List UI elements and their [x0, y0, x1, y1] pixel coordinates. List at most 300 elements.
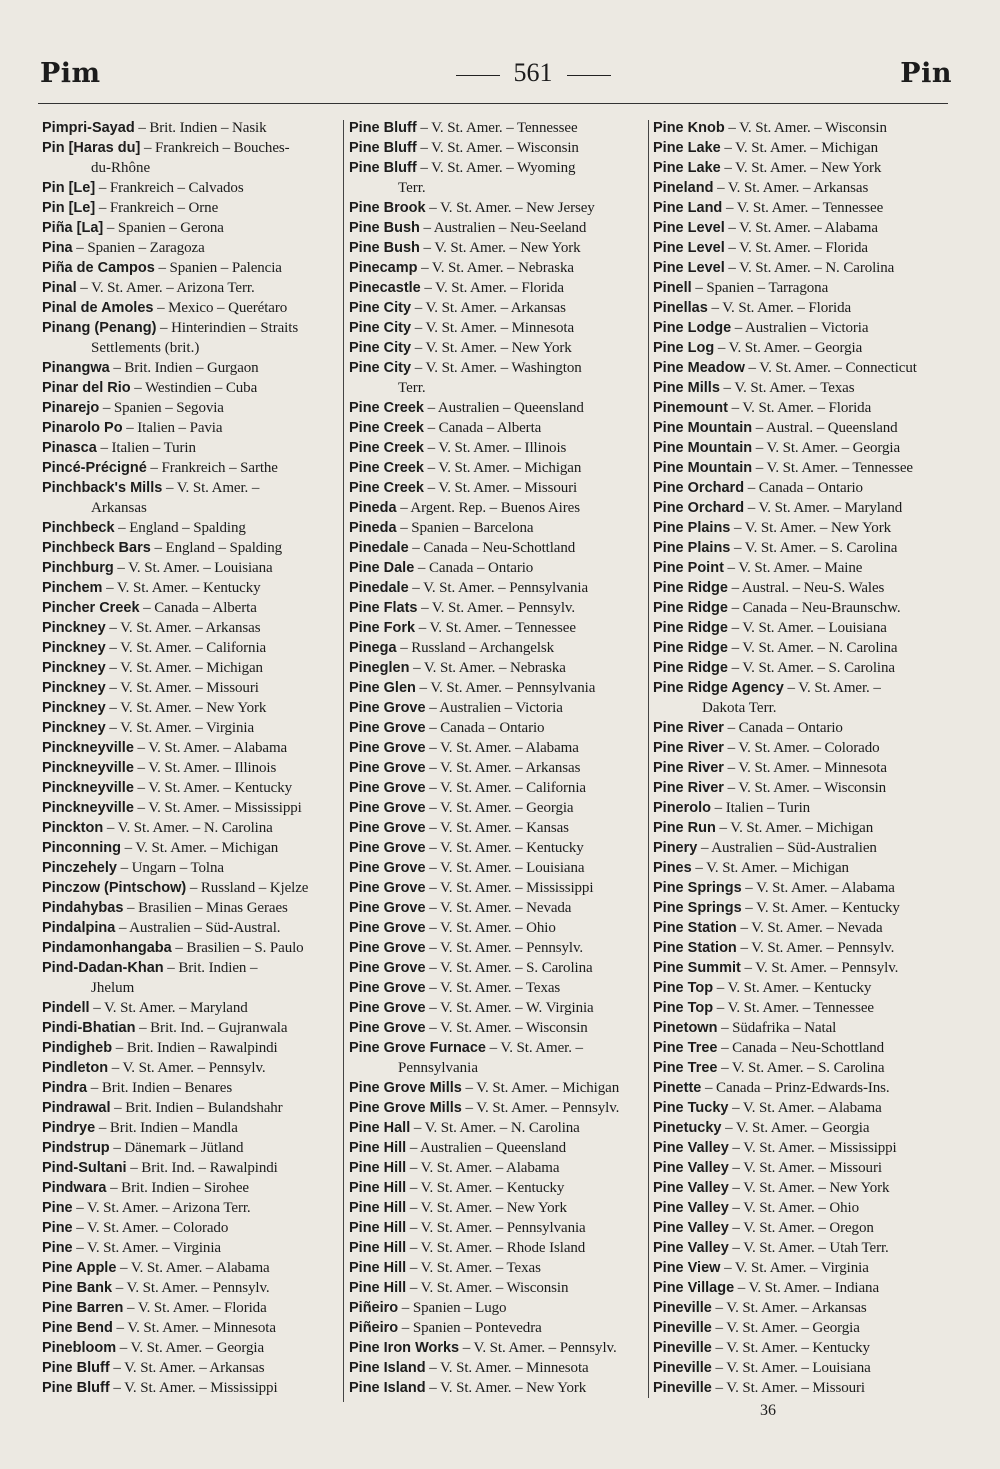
- entry-location: – V. St. Amer. – Georgia: [721, 1120, 870, 1136]
- gazetteer-entry: [349, 238, 645, 258]
- gazetteer-entry: [653, 678, 949, 718]
- entry-location: – V. St. Amer. – Minnesota: [411, 320, 575, 336]
- entry-place-name: Pine Barren: [42, 1300, 124, 1316]
- entry-location: – V. St. Amer. – Minnesota: [723, 760, 887, 776]
- entry-place-name: Pinconning: [42, 840, 121, 856]
- entry-location: – V. St. Amer. – Wisconsin: [724, 120, 887, 136]
- entry-place-name: Pine Plains: [653, 540, 731, 556]
- entry-location: – V. St. Amer. – Michigan: [105, 660, 263, 676]
- entry-place-name: Pine Bush: [349, 240, 420, 256]
- gazetteer-entry: [653, 418, 949, 438]
- gazetteer-entry: [42, 638, 340, 658]
- entry-place-name: Pinetown: [653, 1020, 718, 1036]
- entry-location: – V. St. Amer. – New York: [411, 340, 572, 356]
- gazetteer-entry: [349, 718, 645, 738]
- gazetteer-entry: [653, 938, 949, 958]
- entry-place-name: Pinckney: [42, 640, 106, 656]
- entry-continuation: Dakota Terr.: [702, 700, 777, 716]
- entry-place-name: Pinell: [653, 280, 692, 296]
- entry-place-name: Pine Springs: [653, 880, 742, 896]
- gazetteer-entry: [349, 1038, 645, 1078]
- entry-location: – V. St. Amer. – Missouri: [711, 1380, 865, 1396]
- entry-place-name: Pinetucky: [653, 1120, 722, 1136]
- entry-place-name: Pine Log: [653, 340, 715, 356]
- entry-place-name: Pine River: [653, 780, 724, 796]
- entry-location: – V. St. Amer. – Tennessee: [752, 460, 913, 476]
- entry-location: – Canada – Neu-Schottland: [408, 540, 576, 556]
- entry-place-name: Pine Grove: [349, 840, 426, 856]
- entry-location: – V. St. Amer. – Florida: [727, 400, 872, 416]
- entry-place-name: Pine Valley: [653, 1220, 729, 1236]
- entry-location: – V. St. Amer. – Louisiana: [727, 620, 887, 636]
- entry-place-name: Pine Valley: [653, 1180, 729, 1196]
- entry-location: – Canada – Alberta: [139, 600, 257, 616]
- entry-location: – V. St. Amer. – Georgia: [711, 1320, 860, 1336]
- gazetteer-entry: [349, 958, 645, 978]
- entry-location: – Australien – Queensland: [406, 1140, 567, 1156]
- entry-location: – Canada – Prinz-Edwards-Ins.: [701, 1080, 890, 1096]
- gazetteer-entry: [349, 1258, 645, 1278]
- entry-place-name: Pine Level: [653, 240, 725, 256]
- entry-place-name: Pines: [653, 860, 692, 876]
- gazetteer-entry: [42, 1258, 340, 1278]
- entry-location: – V. St. Amer. – New York: [730, 520, 892, 536]
- entry-place-name: Pine Knob: [653, 120, 725, 136]
- entry-location: – Spanien – Tarragona: [691, 280, 829, 296]
- gazetteer-entry: [349, 218, 645, 238]
- entry-place-name: Pine Station: [653, 920, 737, 936]
- entry-location: – V. St. Amer. – Connecticut: [744, 360, 917, 376]
- gazetteer-entry: [349, 678, 645, 698]
- entry-place-name: Pine Orchard: [653, 500, 745, 516]
- entry-place-name: Pine Ridge: [653, 580, 728, 596]
- entry-place-name: Pine Grove: [349, 980, 426, 996]
- gazetteer-entry: [42, 178, 340, 198]
- gazetteer-entry: [42, 1218, 340, 1238]
- gazetteer-entry: [653, 178, 949, 198]
- entry-place-name: Pine Iron Works: [349, 1340, 460, 1356]
- entry-location: – V. St. Amer. – Alabama: [728, 1100, 882, 1116]
- entry-location: – Brit. Indien – Nasik: [134, 120, 267, 136]
- entry-location: – V. St. Amer. – Michigan: [720, 140, 878, 156]
- entry-place-name: Piña de Campos: [42, 260, 155, 276]
- gazetteer-entry: [349, 658, 645, 678]
- entries-column-1: [42, 118, 340, 1398]
- entry-location: – V. St. Amer. – Kentucky: [711, 1340, 870, 1356]
- gazetteer-entry: [653, 1198, 949, 1218]
- gazetteer-entry: [653, 1358, 949, 1378]
- entry-place-name: Pinega: [349, 640, 397, 656]
- gazetteer-entry: [42, 678, 340, 698]
- entry-place-name: Pinckney: [42, 680, 106, 696]
- entry-place-name: Pinemount: [653, 400, 728, 416]
- entry-place-name: Pinckneyville: [42, 780, 134, 796]
- gazetteer-entry: [349, 1118, 645, 1138]
- entry-location: – Frankreich – Calvados: [95, 180, 244, 196]
- entry-location: – Brasilien – S. Paulo: [171, 940, 304, 956]
- entry-place-name: Pine Flats: [349, 600, 418, 616]
- gazetteer-entry: [42, 198, 340, 218]
- column-divider: [343, 120, 344, 1402]
- entry-location: – V. St. Amer. – Georgia: [425, 800, 574, 816]
- entry-location: – V. St. Amer. – Arkansas: [109, 1360, 265, 1376]
- entry-location: – V. St. Amer. – New York: [105, 700, 267, 716]
- entry-location: – V. St. Amer. – Ohio: [728, 1200, 859, 1216]
- entry-place-name: Pine Grove: [349, 960, 426, 976]
- entry-place-name: Pinebloom: [42, 1340, 117, 1356]
- entry-place-name: Pine Meadow: [653, 360, 745, 376]
- gazetteer-entry: [349, 518, 645, 538]
- entry-location: – V. St. Amer. – Illinois: [133, 760, 277, 776]
- entry-place-name: Pine Grove: [349, 700, 426, 716]
- entry-location: – Brit. Indien –: [163, 960, 258, 976]
- entry-location: – England – Spalding: [114, 520, 246, 536]
- gazetteer-entry: [42, 1018, 340, 1038]
- gazetteer-entry: [349, 398, 645, 418]
- entry-location: – V. St. Amer. – Nebraska: [409, 660, 566, 676]
- gazetteer-entry: [653, 718, 949, 738]
- entry-place-name: Pine Springs: [653, 900, 742, 916]
- gazetteer-entry: [653, 798, 949, 818]
- gazetteer-entry: [42, 758, 340, 778]
- gazetteer-entry: [349, 1338, 645, 1358]
- gazetteer-entry: [653, 1158, 949, 1178]
- entry-place-name: Pine Hill: [349, 1140, 407, 1156]
- entry-location: – V. St. Amer. –: [783, 680, 881, 696]
- entry-location: – V. St. Amer. – Arkansas: [711, 1300, 867, 1316]
- header-dash-right: [567, 75, 611, 76]
- entry-location: – V. St. Amer. – Florida: [123, 1300, 267, 1316]
- entry-location: – Brit. Indien – Gurgaon: [109, 360, 259, 376]
- entry-place-name: Pine Creek: [349, 460, 424, 476]
- entry-place-name: Pindahybas: [42, 900, 124, 916]
- entry-location: – V. St. Amer. – Tennessee: [722, 200, 884, 216]
- entry-place-name: Pindi-Bhatian: [42, 1020, 136, 1036]
- entry-location: – Frankreich – Bouches-: [140, 140, 290, 156]
- entry-location: – Frankreich – Sarthe: [146, 460, 278, 476]
- gazetteer-entry: [349, 618, 645, 638]
- entry-place-name: Pine River: [653, 760, 724, 776]
- entry-location: – V. St. Amer. – Alabama: [741, 880, 895, 896]
- gazetteer-entry: [653, 1238, 949, 1258]
- entry-location: – V. St. Amer. – Michigan: [691, 860, 849, 876]
- entry-place-name: Pine River: [653, 720, 724, 736]
- entry-location: – V. St. Amer. – Georgia: [116, 1340, 265, 1356]
- gazetteer-entry: [42, 1098, 340, 1118]
- entry-place-name: Pinar del Rio: [42, 380, 131, 396]
- gazetteer-entry: [42, 1038, 340, 1058]
- entry-place-name: Pin [Le]: [42, 200, 96, 216]
- gazetteer-entry: [42, 778, 340, 798]
- entry-place-name: Pine Ridge Agency: [653, 680, 784, 696]
- entry-place-name: Pindwara: [42, 1180, 107, 1196]
- gazetteer-entry: [653, 318, 949, 338]
- entry-place-name: Pine Bluff: [349, 160, 417, 176]
- entry-location: – V. St. Amer. – Pennsylv.: [417, 600, 575, 616]
- entry-place-name: Pin [Haras du]: [42, 140, 141, 156]
- entry-location: – V. St. Amer. – Alabama: [724, 220, 878, 236]
- entry-location: – Australien – Queensland: [423, 400, 584, 416]
- header-right-guide-word: Pin: [900, 58, 952, 89]
- entry-location: – Canada – Ontario: [425, 720, 545, 736]
- entry-place-name: Pine City: [349, 340, 412, 356]
- entry-place-name: Pine Bank: [42, 1280, 113, 1296]
- gazetteer-entry: [653, 858, 949, 878]
- entry-place-name: Pine Grove: [349, 920, 426, 936]
- entry-location: – V. St. Amer. – New York: [406, 1200, 567, 1216]
- gazetteer-entry: [653, 1338, 949, 1358]
- gazetteer-entry: [653, 158, 949, 178]
- header-left-guide-word: Pim: [40, 58, 101, 89]
- entry-place-name: Pine Apple: [42, 1260, 117, 1276]
- entry-location: – V. St. Amer. – Louisiana: [113, 560, 273, 576]
- entry-location: – V. St. Amer. – Pennsylvania: [406, 1220, 586, 1236]
- gazetteer-entry: [42, 518, 340, 538]
- entry-place-name: Pindigheb: [42, 1040, 113, 1056]
- gazetteer-entry: [349, 198, 645, 218]
- entry-location: – England – Spalding: [150, 540, 283, 556]
- entry-location: – V. St. Amer. – Pennsylv.: [461, 1100, 620, 1116]
- entry-location: – Spanien – Pontevedra: [398, 1320, 542, 1336]
- gazetteer-entry: [42, 458, 340, 478]
- entry-location: – V. St. Amer. – Arizona Terr.: [76, 280, 255, 296]
- entry-location: – V. St. Amer. – Utah Terr.: [728, 1240, 889, 1256]
- entry-location: – Canada – Ontario: [414, 560, 534, 576]
- entry-place-name: Piña [La]: [42, 220, 104, 236]
- entry-location: – V. St. Amer. – Kentucky: [741, 900, 900, 916]
- entry-place-name: Pine Lake: [653, 140, 721, 156]
- gazetteer-entry: [653, 198, 949, 218]
- entry-place-name: Pinckney: [42, 660, 106, 676]
- entry-place-name: Pinecamp: [349, 260, 418, 276]
- gazetteer-entry: [653, 1378, 949, 1398]
- entry-location: – Russland – Archangelsk: [396, 640, 555, 656]
- entry-location: – V. St. Amer. – New Jersey: [425, 200, 595, 216]
- entry-place-name: Pine Mountain: [653, 420, 753, 436]
- gazetteer-entry: [42, 658, 340, 678]
- entry-continuation: Jhelum: [91, 980, 135, 996]
- gazetteer-entry: [349, 498, 645, 518]
- gazetteer-entry: [349, 1098, 645, 1118]
- gazetteer-entry: [653, 538, 949, 558]
- entry-place-name: Pinery: [653, 840, 698, 856]
- entry-place-name: Pine Ridge: [653, 640, 728, 656]
- entry-location: – Argent. Rep. – Buenos Aires: [396, 500, 580, 516]
- entry-place-name: Pindamonhangaba: [42, 940, 172, 956]
- entry-place-name: Pine Level: [653, 220, 725, 236]
- entry-place-name: Pine Top: [653, 980, 714, 996]
- entry-place-name: Pine Tree: [653, 1040, 718, 1056]
- entry-location: – V. St. Amer. – Michigan: [120, 840, 279, 856]
- entry-place-name: Pine Station: [653, 940, 737, 956]
- gazetteer-entry: [349, 698, 645, 718]
- entry-place-name: Pinecastle: [349, 280, 421, 296]
- gazetteer-entry: [653, 758, 949, 778]
- entry-place-name: Piñeiro: [349, 1320, 399, 1336]
- entry-location: – Dänemark – Jütland: [109, 1140, 244, 1156]
- gazetteer-entry: [42, 438, 340, 458]
- header-rule: [38, 103, 948, 104]
- entry-place-name: Pineda: [349, 520, 397, 536]
- entry-location: – Spanien – Zaragoza: [72, 240, 205, 256]
- entry-place-name: Pine Grove: [349, 880, 426, 896]
- gazetteer-entry: [653, 378, 949, 398]
- gazetteer-entry: [653, 578, 949, 598]
- gazetteer-entry: [42, 218, 340, 238]
- entry-place-name: Pine Tucky: [653, 1100, 729, 1116]
- entry-place-name: Pine Point: [653, 560, 724, 576]
- entry-place-name: Pine Hill: [349, 1200, 407, 1216]
- gazetteer-entry: [349, 1198, 645, 1218]
- gazetteer-entry: [349, 278, 645, 298]
- gazetteer-entry: [653, 498, 949, 518]
- entry-location: – Australien – Victoria: [731, 320, 869, 336]
- entry-place-name: Pine Island: [349, 1380, 426, 1396]
- entry-place-name: Pinang (Penang): [42, 320, 157, 336]
- entry-place-name: Pinarejo: [42, 400, 100, 416]
- entry-place-name: Pine Island: [349, 1360, 426, 1376]
- entry-location: – V. St. Amer. – Wisconsin: [425, 1020, 588, 1036]
- entry-place-name: Pine Creek: [349, 420, 424, 436]
- gazetteer-entry: [653, 1018, 949, 1038]
- gazetteer-entry: [42, 1238, 340, 1258]
- gazetteer-entry: [42, 598, 340, 618]
- entry-continuation: Settlements (brit.): [91, 340, 200, 356]
- gazetteer-entry: [349, 358, 645, 398]
- entry-location: – V. St. Amer. – S. Carolina: [730, 540, 898, 556]
- entry-location: – V. St. Amer. – Missouri: [105, 680, 259, 696]
- entry-place-name: Pinckneyville: [42, 760, 134, 776]
- entry-place-name: Pinchbeck Bars: [42, 540, 151, 556]
- gazetteer-entry: [349, 1378, 645, 1398]
- gazetteer-entry: [42, 958, 340, 998]
- entry-continuation: Arkansas: [91, 500, 147, 516]
- entry-location: – V. St. Amer. – New York: [720, 160, 882, 176]
- gazetteer-entry: [653, 118, 949, 138]
- entry-location: – Spanien – Palencia: [154, 260, 282, 276]
- entry-continuation: Pennsylvania: [398, 1060, 478, 1076]
- entry-location: – V. St. Amer. – Kansas: [425, 820, 569, 836]
- entry-place-name: Pine Valley: [653, 1200, 729, 1216]
- entry-location: – V. St. Amer. – Indiana: [734, 1280, 880, 1296]
- gazetteer-entry: [349, 158, 645, 198]
- entry-location: – V. St. Amer. – Arkansas: [425, 760, 581, 776]
- entry-location: – Australien – Süd-Austral.: [115, 920, 281, 936]
- gazetteer-entry: [349, 878, 645, 898]
- gazetteer-entry: [653, 658, 949, 678]
- gazetteer-entry: [349, 118, 645, 138]
- gazetteer-entry: [349, 1298, 645, 1318]
- entry-place-name: Pine Hill: [349, 1220, 407, 1236]
- entry-location: – V. St. Amer. – Alabama: [133, 740, 288, 756]
- entry-place-name: Pinckton: [42, 820, 104, 836]
- entry-location: – V. St. Amer. – Pennsylvania: [415, 680, 596, 696]
- entry-location: – V. St. Amer. – Mississippi: [425, 880, 594, 896]
- entry-location: – V. St. Amer. – Ohio: [425, 920, 556, 936]
- entry-place-name: Pinellas: [653, 300, 708, 316]
- entry-location: – V. St. Amer. – Pennsylv.: [736, 940, 895, 956]
- entry-place-name: Pine Dale: [349, 560, 415, 576]
- entry-location: – V. St. Amer. – Mississippi: [109, 1380, 278, 1396]
- entry-continuation: Terr.: [398, 180, 426, 196]
- entry-location: – V. St. Amer. – Michigan: [423, 460, 582, 476]
- entry-location: – V. St. Amer. – Missouri: [423, 480, 578, 496]
- entry-place-name: Pindrawal: [42, 1100, 111, 1116]
- entry-location: – V. St. Amer. – N. Carolina: [727, 640, 898, 656]
- gazetteer-entry: [42, 538, 340, 558]
- entry-place-name: Pine Top: [653, 1000, 714, 1016]
- entry-place-name: Pine Ridge: [653, 660, 728, 676]
- gazetteer-entry: [349, 858, 645, 878]
- entry-location: – Brit. Indien – Rawalpindi: [112, 1040, 278, 1056]
- entry-location: – V. St. Amer. – S. Carolina: [727, 660, 895, 676]
- gazetteer-entry: [653, 1138, 949, 1158]
- header-dash-left: [456, 75, 500, 76]
- entry-place-name: Pine Bend: [42, 1320, 113, 1336]
- gazetteer-entry: [653, 238, 949, 258]
- entry-place-name: Pine Bluff: [349, 140, 417, 156]
- entry-place-name: Pindstrup: [42, 1140, 110, 1156]
- gazetteer-entry: [653, 898, 949, 918]
- gazetteer-entry: [42, 1118, 340, 1138]
- entry-place-name: Pine City: [349, 300, 412, 316]
- gazetteer-entry: [349, 758, 645, 778]
- entry-location: – V. St. Amer. – Texas: [406, 1260, 541, 1276]
- entry-place-name: Piñeiro: [349, 1300, 399, 1316]
- entry-location: – V. St. Amer. –: [162, 480, 260, 496]
- entry-location: – V. St. Amer. – Nevada: [736, 920, 883, 936]
- gazetteer-entry: [42, 898, 340, 918]
- gazetteer-entry: [653, 1318, 949, 1338]
- gazetteer-entry: [653, 838, 949, 858]
- entry-location: – Mexico – Querétaro: [153, 300, 288, 316]
- gazetteer-entry: [42, 1278, 340, 1298]
- gazetteer-entry: [653, 398, 949, 418]
- entry-place-name: Pine Grove: [349, 720, 426, 736]
- entry-place-name: Pinasca: [42, 440, 97, 456]
- gazetteer-entry: [42, 138, 340, 178]
- entry-place-name: Pine Level: [653, 260, 725, 276]
- entry-location: – V. St. Amer. – Pennsylv.: [112, 1280, 270, 1296]
- entry-location: – V. St. Amer. – Virginia: [105, 720, 255, 736]
- entry-location: – V. St. Amer. – Alabama: [116, 1260, 270, 1276]
- gazetteer-entry: [653, 518, 949, 538]
- entry-place-name: Pinedale: [349, 540, 409, 556]
- gazetteer-entry: [349, 538, 645, 558]
- entry-location: – V. St. Amer. – Texas: [425, 980, 561, 996]
- gazetteer-entry: [42, 318, 340, 358]
- entry-place-name: Pine: [42, 1220, 73, 1236]
- entry-place-name: Pine Mountain: [653, 460, 753, 476]
- entry-location: – V. St. Amer. – Florida: [420, 280, 564, 296]
- entry-location: – V. St. Amer. – Arkansas: [105, 620, 261, 636]
- gazetteer-entry: [653, 458, 949, 478]
- entry-location: – V. St. Amer. – Georgia: [714, 340, 863, 356]
- gazetteer-entry: [349, 598, 645, 618]
- entry-location: – V. St. Amer. – Nebraska: [417, 260, 574, 276]
- entry-location: – Italien – Turin: [96, 440, 196, 456]
- gazetteer-entry: [653, 298, 949, 318]
- entry-location: – V. St. Amer. – Michigan: [461, 1080, 620, 1096]
- gazetteer-entry: [42, 798, 340, 818]
- entry-place-name: Pin [Le]: [42, 180, 96, 196]
- gazetteer-entry: [653, 1298, 949, 1318]
- entry-continuation: du-Rhône: [91, 160, 151, 176]
- entry-place-name: Pine Creek: [349, 440, 424, 456]
- gazetteer-entry: [42, 938, 340, 958]
- gazetteer-entry: [349, 838, 645, 858]
- entry-location: – V. St. Amer. – Nevada: [425, 900, 572, 916]
